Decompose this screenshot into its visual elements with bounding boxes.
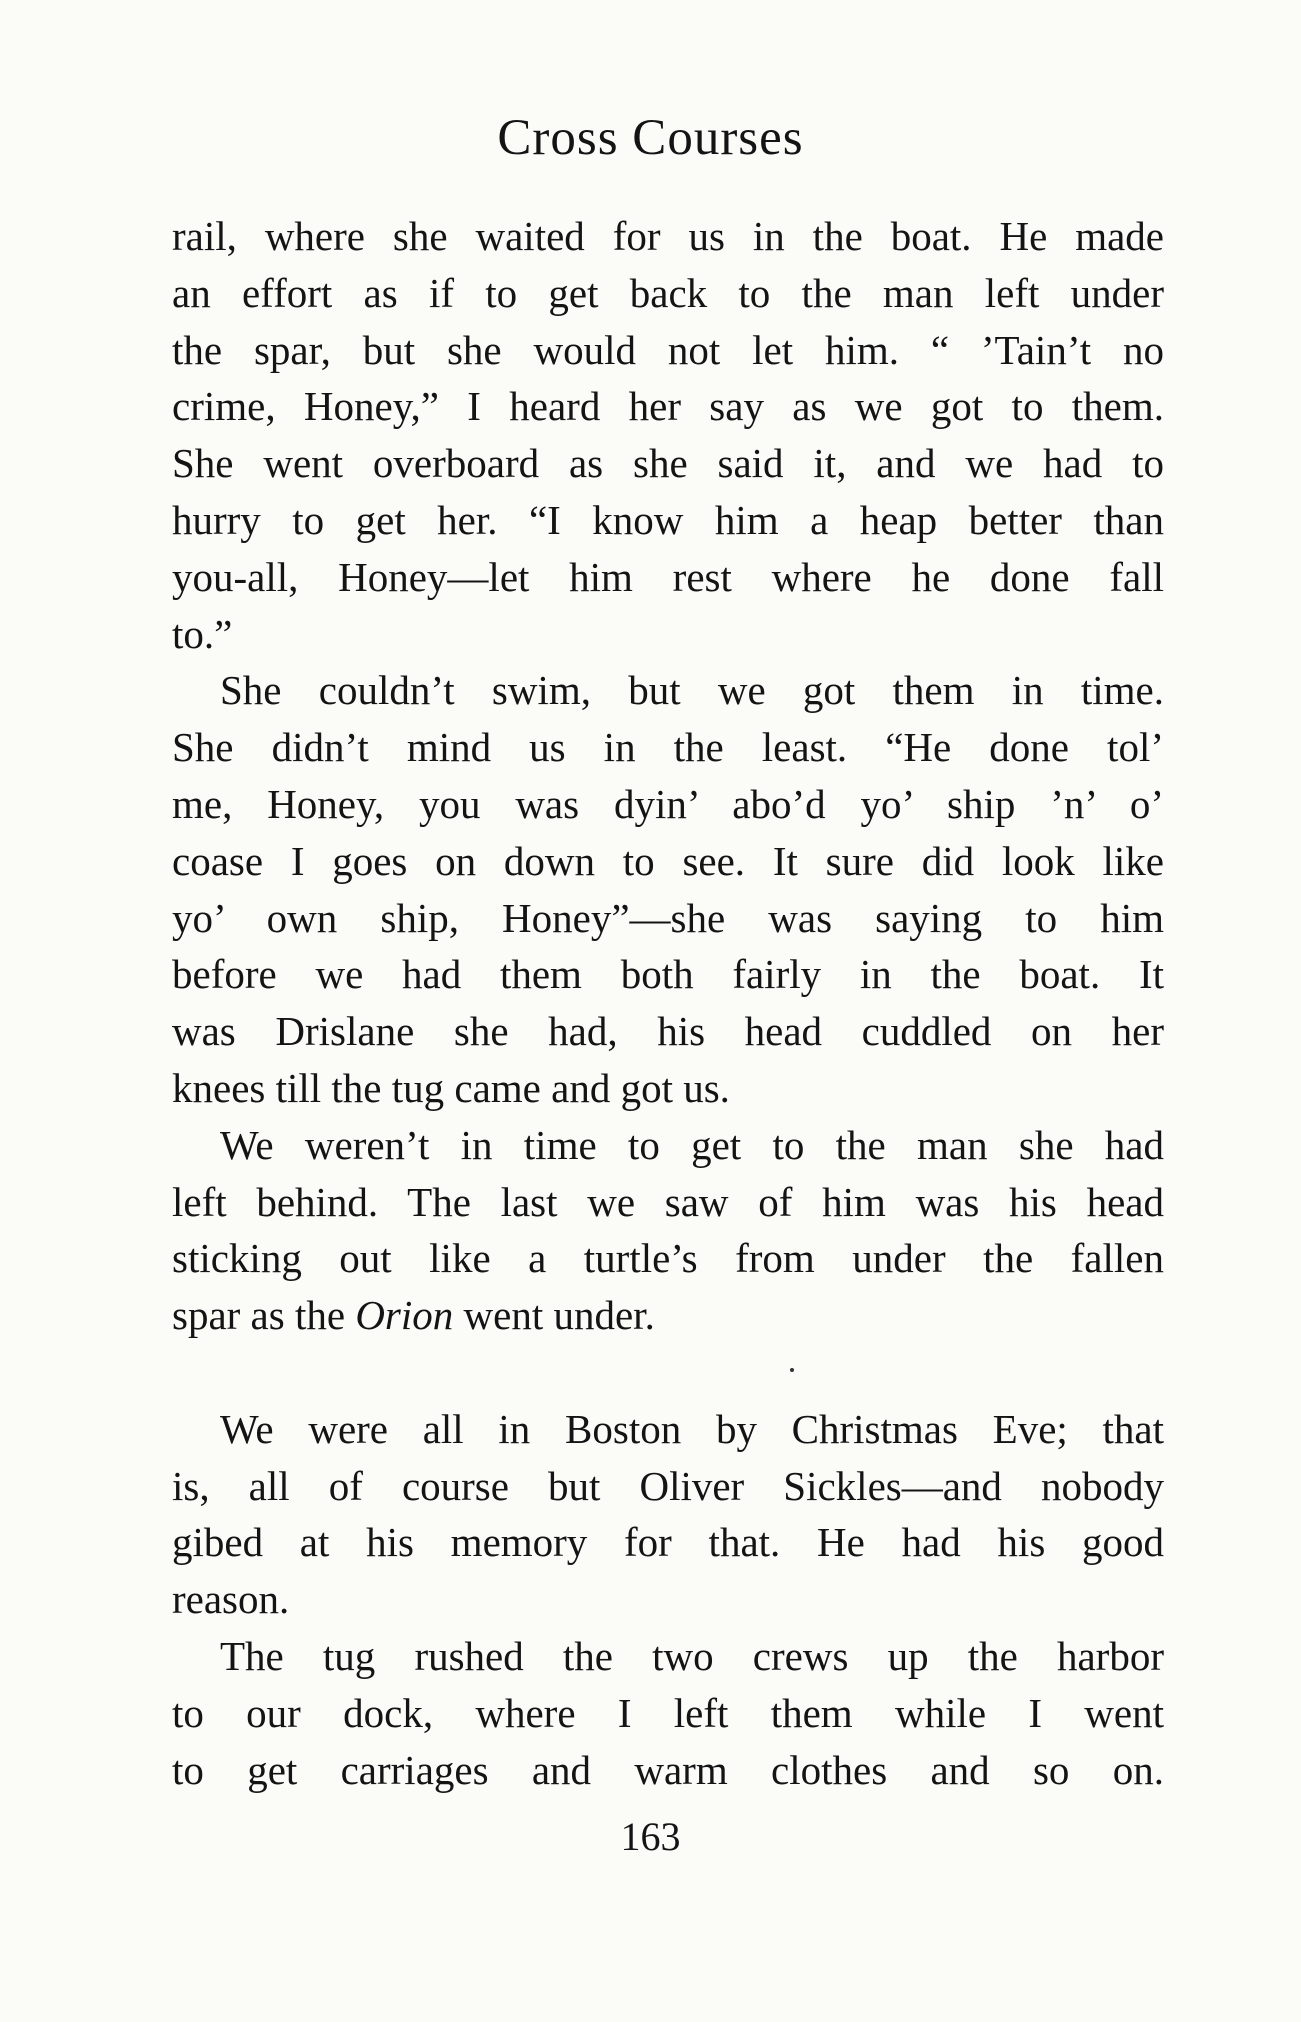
text-fragment: went under. bbox=[453, 1292, 655, 1339]
text-line: left behind. The last we saw of him was his head bbox=[172, 1178, 1164, 1225]
text-line: gibed at his memory for that. He had his good bbox=[172, 1519, 1164, 1566]
text-line: She couldn’t swim, but we got them in time. bbox=[220, 667, 1164, 714]
text-line: crime, Honey,” I heard her say as we got to them. bbox=[172, 383, 1164, 430]
text-line: yo’ own ship, Honey”—she was saying to him bbox=[172, 894, 1164, 941]
text-line: sticking out like a turtle’s from under the fallen bbox=[172, 1235, 1164, 1282]
body-text bbox=[172, 208, 1164, 1798]
page-number: 163 bbox=[620, 1814, 681, 1859]
text-line: She didn’t mind us in the least. “He done tol’ bbox=[172, 724, 1164, 771]
paragraph bbox=[172, 1117, 1164, 1344]
text-line: to our dock, where I left them while I went bbox=[172, 1689, 1164, 1736]
text-line: The tug rushed the two crews up the harbor bbox=[220, 1632, 1164, 1679]
text-line: you-all, Honey—let him rest where he done fall bbox=[172, 553, 1164, 600]
text-line: me, Honey, you was dyin’ abo’d yo’ ship ’n’ o’ bbox=[172, 780, 1164, 827]
section-break bbox=[172, 1344, 1164, 1401]
text-line: She went overboard as she said it, and we had to bbox=[172, 440, 1164, 487]
text-line: an effort as if to get back to the man left under bbox=[172, 269, 1164, 316]
paragraph bbox=[172, 1401, 1164, 1628]
text-line: We were all in Boston by Christmas Eve; that bbox=[220, 1405, 1164, 1452]
paragraph bbox=[172, 662, 1164, 1116]
text-line: the spar, but she would not let him. “ ’Tain’t no bbox=[172, 326, 1164, 373]
text-line: reason. bbox=[172, 1576, 290, 1623]
text-line: coase I goes on down to see. It sure did look like bbox=[172, 837, 1164, 884]
paragraph bbox=[172, 1628, 1164, 1798]
text-line: to get carriages and warm clothes and so on. bbox=[172, 1746, 1164, 1793]
text-line: was Drislane she had, his head cuddled on her bbox=[172, 1008, 1164, 1055]
ship-name: Orion bbox=[355, 1292, 454, 1339]
running-head: Cross Courses bbox=[497, 110, 804, 166]
text-line: is, all of course but Oliver Sickles—and nobody bbox=[172, 1462, 1164, 1509]
text-line: We weren’t in time to get to the man she had bbox=[220, 1121, 1164, 1168]
paragraph bbox=[172, 208, 1164, 662]
text-line: rail, where she waited for us in the boat. He made bbox=[172, 213, 1164, 259]
text-line: hurry to get her. “I know him a heap better than bbox=[172, 496, 1164, 543]
text-line: before we had them both fairly in the boat. It bbox=[172, 951, 1164, 998]
text-line: knees till the tug came and got us. bbox=[172, 1064, 730, 1111]
text-fragment: spar as the bbox=[172, 1292, 356, 1339]
section-break-dot bbox=[790, 1368, 794, 1372]
text-line bbox=[172, 1287, 1164, 1344]
text-line: to.” bbox=[172, 610, 233, 657]
